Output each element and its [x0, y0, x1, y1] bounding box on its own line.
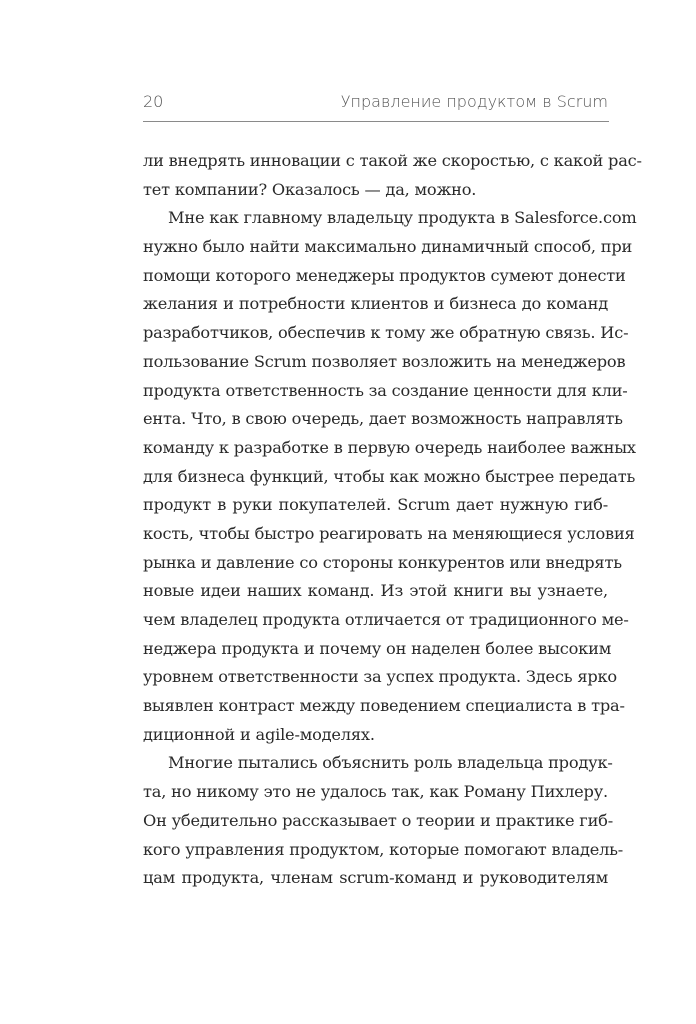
text-line: та, но никому это не удалось так, как Роману Пихлеру. — [143, 782, 608, 802]
text-line: уровнем ответственности за успех продукта. Здесь ярко — [143, 667, 617, 687]
text-line: разработчиков, обеспечив к тому же обратную связь. Ис- — [143, 323, 629, 343]
text-line: пользование Scrum позволяет возложить на менеджеров — [143, 351, 626, 371]
text-line: Многие пытались объяснить роль владельца продук- — [168, 753, 613, 773]
text-line: неджера продукта и почему он наделен более высоким — [143, 638, 612, 658]
text-line: рынка и давление со стороны конкурентов или внедрять — [143, 552, 622, 572]
text-line: продукт в руки покупателей. Scrum дает нужную гиб- — [143, 495, 608, 515]
text-line: желания и потребности клиентов и бизнеса до команд — [143, 294, 608, 314]
text-line: кого управления продуктом, которые помогают владель- — [143, 839, 624, 859]
text-line: диционной и agile-моделях. — [143, 724, 375, 744]
running-header — [143, 92, 608, 118]
text-line: тет компании? Оказалось — да, можно. — [143, 179, 477, 199]
body-text — [143, 147, 642, 893]
text-line: выявлен контраст между поведением специалиста в тра- — [143, 696, 625, 716]
text-line: нужно было найти максимально динамичный способ, при — [143, 237, 633, 257]
text-line: цам продукта, членам scrum-команд и руководителям — [143, 868, 608, 888]
text-line: новые идеи наших команд. Из этой книги вы узнаете, — [143, 581, 608, 601]
text-line: Мне как главному владельцу продукта в Salesforce.com — [168, 208, 637, 228]
text-line: помощи которого менеджеры продуктов сумеют донести — [143, 265, 626, 285]
text-line: чем владелец продукта отличается от традиционного ме- — [143, 610, 629, 629]
text-line: команду к разработке в первую очередь наиболее важных — [143, 437, 636, 457]
text-line: продукта ответственность за создание ценности для кли- — [143, 380, 628, 400]
text-line: кость, чтобы быстро реагировать на меняющиеся условия — [143, 523, 635, 543]
running-title: Управление продуктом в Scrum — [340, 92, 608, 111]
page-number: 20 — [143, 92, 164, 111]
text-line: ли внедрять инновации с такой же скоростью, с какой рас- — [143, 151, 642, 170]
text-line: ента. Что, в свою очередь, дает возможность направлять — [143, 409, 623, 429]
header-rule — [143, 121, 609, 122]
text-line: для бизнеса функций, чтобы как можно быстрее передать — [143, 466, 636, 486]
text-line: Он убедительно рассказывает о теории и практике гиб- — [143, 810, 613, 830]
